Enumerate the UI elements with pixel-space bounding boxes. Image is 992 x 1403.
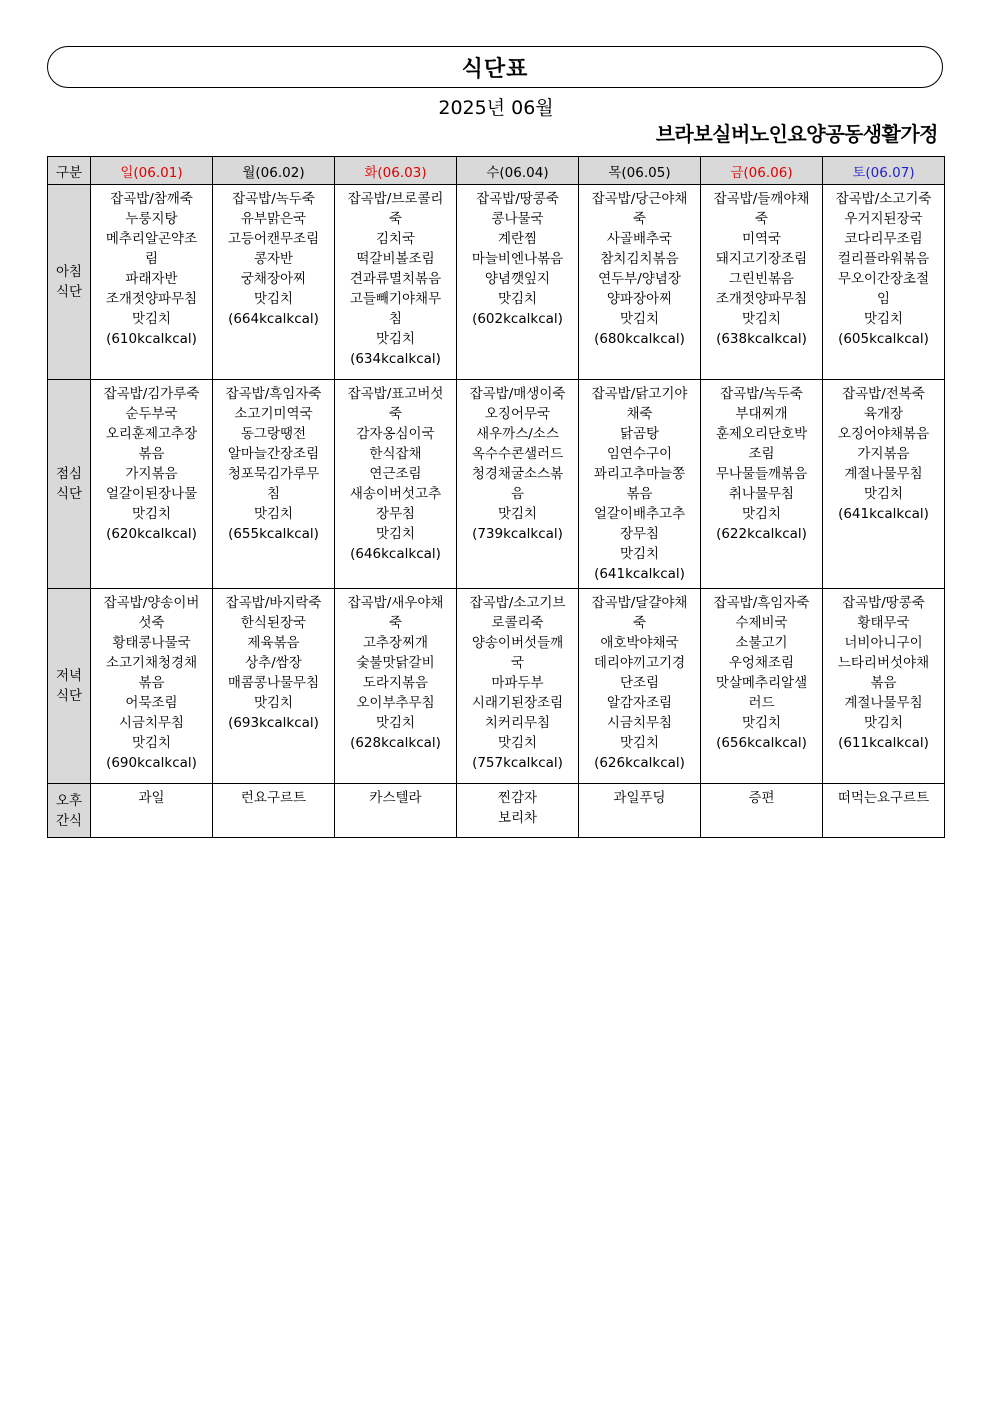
menu-item: 잡곡밥/참깨죽 bbox=[110, 191, 193, 207]
menu-item: 김치국 bbox=[375, 231, 416, 247]
menu-item: 계절나물무침 bbox=[844, 695, 923, 711]
menu-item: 그린빈볶음 bbox=[728, 271, 795, 287]
menu-item: 무오이간장초절 bbox=[837, 271, 930, 287]
menu-item: 계란찜 bbox=[497, 231, 538, 247]
menu-item: 채죽 bbox=[626, 406, 653, 422]
day-header: 일(06.01) bbox=[91, 157, 213, 185]
menu-item: 매콤콩나물무침 bbox=[227, 675, 320, 691]
menu-item: 잡곡밥/새우야채 bbox=[347, 595, 444, 611]
menu-item: 잡곡밥/소고기브 bbox=[469, 595, 566, 611]
menu-item: 잡곡밥/녹두죽 bbox=[720, 386, 803, 402]
title-banner bbox=[47, 46, 943, 88]
menu-item: 볶음 bbox=[138, 446, 165, 462]
menu-item: 청경채굴소스볶 bbox=[471, 466, 564, 482]
menu-item: 얼갈이배추고추 bbox=[593, 506, 686, 522]
menu-item: 과일푸딩 bbox=[613, 790, 666, 806]
menu-item: 죽 bbox=[388, 406, 403, 422]
menu-item: 소고기채청경채 bbox=[105, 655, 198, 671]
menu-item: 데리야끼고기경 bbox=[593, 655, 686, 671]
menu-item: 애호박야채국 bbox=[600, 635, 679, 651]
menu-item: 청포묵김가루무 bbox=[227, 466, 320, 482]
menu-item: (655kcalkcal) bbox=[228, 526, 319, 542]
menu-item: 잡곡밥/매생이죽 bbox=[469, 386, 566, 402]
menu-cell bbox=[457, 380, 579, 589]
menu-cell bbox=[701, 589, 823, 784]
menu-item: 맛김치 bbox=[863, 715, 904, 731]
menu-item: 고추장찌개 bbox=[362, 635, 429, 651]
menu-item: 사골배추국 bbox=[606, 231, 673, 247]
menu-cell bbox=[823, 784, 945, 838]
menu-item: (622kcalkcal) bbox=[716, 526, 807, 542]
menu-item: 잡곡밥/바지락죽 bbox=[225, 595, 322, 611]
menu-cell bbox=[457, 784, 579, 838]
menu-cell bbox=[823, 589, 945, 784]
menu-item: 침 bbox=[266, 486, 281, 502]
menu-item: 옥수수콘샐러드 bbox=[471, 446, 564, 462]
menu-item: 치커리무침 bbox=[484, 715, 551, 731]
menu-item: 알마늘간장조림 bbox=[227, 446, 320, 462]
menu-item: 메추리알곤약조 bbox=[105, 231, 198, 247]
menu-item: 오징어무국 bbox=[484, 406, 551, 422]
menu-cell bbox=[91, 784, 213, 838]
menu-item: (602kcalkcal) bbox=[472, 311, 563, 327]
menu-item: (690kcalkcal) bbox=[106, 755, 197, 771]
menu-item: 맛김치 bbox=[741, 311, 782, 327]
menu-item: 잡곡밥/전복죽 bbox=[842, 386, 925, 402]
menu-item: 잡곡밥/브로콜리 bbox=[347, 191, 444, 207]
menu-item: 제육볶음 bbox=[247, 635, 300, 651]
menu-item: 맛김치 bbox=[741, 715, 782, 731]
menu-item: 볶음 bbox=[626, 486, 653, 502]
menu-item: 오징어야채볶음 bbox=[837, 426, 930, 442]
menu-item: (664kcalkcal) bbox=[228, 311, 319, 327]
facility-name: 브라보실버노인요양공동생활가정 bbox=[655, 122, 938, 146]
menu-item: 잡곡밥/흑임자죽 bbox=[713, 595, 810, 611]
menu-item: 죽 bbox=[632, 211, 647, 227]
header-label: 구분 bbox=[48, 157, 91, 185]
menu-item: 떠먹는요구르트 bbox=[837, 790, 930, 806]
menu-item: 림 bbox=[144, 251, 159, 267]
meal-label bbox=[48, 784, 91, 838]
month-label: 2025년 06월 bbox=[438, 97, 554, 119]
meal-label-line: 아침 bbox=[55, 264, 83, 280]
menu-item: 장무침 bbox=[619, 526, 660, 542]
menu-item: 런요구르트 bbox=[240, 790, 307, 806]
menu-cell bbox=[823, 185, 945, 380]
menu-item: 연근조림 bbox=[369, 466, 422, 482]
menu-item: 도라지볶음 bbox=[362, 675, 429, 691]
menu-item: 오리훈제고추장 bbox=[105, 426, 198, 442]
menu-cell bbox=[91, 380, 213, 589]
menu-item: 잡곡밥/들깨야채 bbox=[713, 191, 810, 207]
menu-item: 맛김치 bbox=[497, 291, 538, 307]
menu-cell bbox=[457, 185, 579, 380]
menu-item: (646kcalkcal) bbox=[350, 546, 441, 562]
menu-item: 훈제오리단호박 bbox=[715, 426, 808, 442]
menu-item: 조림 bbox=[748, 446, 775, 462]
menu-item: 잡곡밥/양송이버 bbox=[103, 595, 200, 611]
menu-item: 견과류멸치볶음 bbox=[349, 271, 442, 287]
menu-cell bbox=[213, 185, 335, 380]
dinner-row bbox=[48, 589, 945, 784]
menu-item: 맛김치 bbox=[863, 311, 904, 327]
menu-item: 조개젓양파무침 bbox=[715, 291, 808, 307]
menu-item: 고들빼기야채무 bbox=[349, 291, 442, 307]
menu-item: 침 bbox=[388, 311, 403, 327]
day-header: 목(06.05) bbox=[579, 157, 701, 185]
day-header: 수(06.04) bbox=[457, 157, 579, 185]
menu-item: (620kcalkcal) bbox=[106, 526, 197, 542]
menu-item: 떡갈비볼조림 bbox=[356, 251, 435, 267]
menu-item: 잡곡밥/김가루죽 bbox=[103, 386, 200, 402]
breakfast-row bbox=[48, 185, 945, 380]
menu-item: (611kcalkcal) bbox=[838, 735, 929, 751]
menu-item: 부대찌개 bbox=[735, 406, 788, 422]
menu-item: 과일 bbox=[138, 790, 165, 806]
menu-item: 죽 bbox=[632, 615, 647, 631]
menu-item: 죽 bbox=[388, 211, 403, 227]
menu-item: (610kcalkcal) bbox=[106, 331, 197, 347]
menu-cell bbox=[335, 185, 457, 380]
menu-item: 잡곡밥/땅콩죽 bbox=[842, 595, 925, 611]
menu-item: 맛김치 bbox=[131, 735, 172, 751]
meal-label-line: 식단 bbox=[55, 284, 83, 300]
menu-cell bbox=[213, 784, 335, 838]
menu-item: 잡곡밥/달걀야채 bbox=[591, 595, 688, 611]
menu-item: 맛김치 bbox=[131, 506, 172, 522]
menu-item: 잡곡밥/녹두죽 bbox=[232, 191, 315, 207]
menu-item: 참치김치볶음 bbox=[600, 251, 679, 267]
menu-item: 카스텔라 bbox=[369, 790, 422, 806]
menu-item: 유부맑은국 bbox=[240, 211, 307, 227]
menu-item: 누룽지탕 bbox=[125, 211, 178, 227]
meal-label bbox=[48, 589, 91, 784]
menu-cell bbox=[91, 589, 213, 784]
menu-item: 마늘비엔나볶음 bbox=[471, 251, 564, 267]
menu-item: 양파장아찌 bbox=[606, 291, 673, 307]
menu-item: 소불고기 bbox=[735, 635, 788, 651]
menu-item: 새송이버섯고추 bbox=[349, 486, 442, 502]
menu-item: 연두부/양념장 bbox=[598, 271, 681, 287]
menu-item: 상추/쌈장 bbox=[245, 655, 302, 671]
menu-item: 맛김치 bbox=[131, 311, 172, 327]
meal-label-line: 간식 bbox=[55, 812, 83, 829]
menu-item: 잡곡밥/흑임자죽 bbox=[225, 386, 322, 402]
menu-item: 맛살메추리알샐 bbox=[715, 675, 808, 691]
menu-item: 잡곡밥/땅콩죽 bbox=[476, 191, 559, 207]
menu-item: 잡곡밥/표고버섯 bbox=[347, 386, 444, 402]
menu-item: (641kcalkcal) bbox=[594, 566, 685, 582]
meal-label bbox=[48, 185, 91, 380]
menu-item: 알감자조림 bbox=[606, 695, 673, 711]
menu-item: (656kcalkcal) bbox=[716, 735, 807, 751]
menu-item: 코다리무조림 bbox=[844, 231, 923, 247]
meal-label-line: 오후 bbox=[55, 792, 83, 809]
menu-item: 우엉채조림 bbox=[728, 655, 795, 671]
menu-item: 느타리버섯야채 bbox=[837, 655, 930, 671]
menu-item: 맛김치 bbox=[253, 506, 294, 522]
day-header: 화(06.03) bbox=[335, 157, 457, 185]
menu-cell bbox=[213, 589, 335, 784]
menu-item: 시래기된장조림 bbox=[471, 695, 564, 711]
menu-item: 맛김치 bbox=[863, 486, 904, 502]
menu-item: (634kcalkcal) bbox=[350, 351, 441, 367]
menu-item: 시금치무침 bbox=[606, 715, 673, 731]
menu-item: 맛김치 bbox=[741, 506, 782, 522]
menu-item: 오이부추무침 bbox=[356, 695, 435, 711]
day-header: 토(06.07) bbox=[823, 157, 945, 185]
menu-item: 임 bbox=[876, 291, 891, 307]
menu-item: 볶음 bbox=[138, 675, 165, 691]
menu-item: (605kcalkcal) bbox=[838, 331, 929, 347]
menu-item: 잡곡밥/당근야채 bbox=[591, 191, 688, 207]
menu-item: 맛김치 bbox=[375, 331, 416, 347]
menu-item: 잡곡밥/소고기죽 bbox=[835, 191, 932, 207]
menu-item: 궁채장아찌 bbox=[240, 271, 307, 287]
menu-item: 가지볶음 bbox=[857, 446, 910, 462]
meal-plan-table bbox=[47, 156, 945, 838]
menu-item: 미역국 bbox=[741, 231, 782, 247]
meal-label-line: 식단 bbox=[55, 486, 83, 502]
menu-item: 동그랑땡전 bbox=[240, 426, 307, 442]
menu-item: 양념깻잎지 bbox=[484, 271, 551, 287]
menu-item: 시금치무침 bbox=[118, 715, 185, 731]
menu-cell bbox=[335, 380, 457, 589]
menu-item: 볶음 bbox=[870, 675, 897, 691]
menu-item: 로콜리죽 bbox=[491, 615, 544, 631]
meal-label-line: 점심 bbox=[55, 466, 83, 482]
menu-item: 취나물무침 bbox=[728, 486, 795, 502]
menu-item: 한식된장국 bbox=[240, 615, 307, 631]
menu-item: 맛김치 bbox=[497, 506, 538, 522]
menu-item: 육개장 bbox=[863, 406, 904, 422]
menu-item: 섯죽 bbox=[138, 615, 165, 631]
menu-item: (628kcalkcal) bbox=[350, 735, 441, 751]
menu-item: 장무침 bbox=[375, 506, 416, 522]
menu-item: 죽 bbox=[754, 211, 769, 227]
menu-item: 소고기미역국 bbox=[234, 406, 313, 422]
menu-item: (757kcalkcal) bbox=[472, 755, 563, 771]
menu-item: 파래자반 bbox=[125, 271, 178, 287]
menu-item: 맛김치 bbox=[253, 291, 294, 307]
menu-item: 새우까스/소스 bbox=[476, 426, 559, 442]
menu-item: 맛김치 bbox=[497, 735, 538, 751]
menu-cell bbox=[701, 185, 823, 380]
menu-item: 우거지된장국 bbox=[844, 211, 923, 227]
menu-cell bbox=[335, 589, 457, 784]
menu-item: 보리차 bbox=[497, 810, 538, 826]
menu-item: 잡곡밥/닭고기야 bbox=[591, 386, 688, 402]
menu-item: (739kcalkcal) bbox=[472, 526, 563, 542]
meal-label-line: 저녁 bbox=[55, 668, 83, 684]
menu-item: 감자옹심이국 bbox=[356, 426, 435, 442]
menu-cell bbox=[701, 784, 823, 838]
menu-item: 숯불맛닭갈비 bbox=[356, 655, 435, 671]
menu-item: 꽈리고추마늘쫑 bbox=[593, 466, 686, 482]
menu-item: 맛김치 bbox=[375, 526, 416, 542]
menu-item: 어묵조림 bbox=[125, 695, 178, 711]
menu-item: 음 bbox=[510, 486, 525, 502]
menu-item: 가지볶음 bbox=[125, 466, 178, 482]
menu-cell bbox=[579, 589, 701, 784]
menu-item: (638kcalkcal) bbox=[716, 331, 807, 347]
page-title: 식단표 bbox=[461, 56, 529, 82]
day-header: 금(06.06) bbox=[701, 157, 823, 185]
menu-item: 얼갈이된장나물 bbox=[105, 486, 198, 502]
menu-item: 러드 bbox=[748, 695, 775, 711]
menu-item: 무나물들깨볶음 bbox=[715, 466, 808, 482]
menu-cell bbox=[701, 380, 823, 589]
header-row bbox=[48, 157, 945, 185]
menu-item: 컬리플라워볶음 bbox=[837, 251, 930, 267]
menu-item: (693kcalkcal) bbox=[228, 715, 319, 731]
menu-item: 맛김치 bbox=[253, 695, 294, 711]
menu-item: 맛김치 bbox=[619, 311, 660, 327]
menu-item: (641kcalkcal) bbox=[838, 506, 929, 522]
menu-item: 양송이버섯들깨 bbox=[471, 635, 564, 651]
menu-item: 콩나물국 bbox=[491, 211, 544, 227]
meal-label bbox=[48, 380, 91, 589]
menu-cell bbox=[823, 380, 945, 589]
menu-item: 맛김치 bbox=[619, 735, 660, 751]
snack-row bbox=[48, 784, 945, 838]
menu-item: 한식잡채 bbox=[369, 446, 422, 462]
day-header: 월(06.02) bbox=[213, 157, 335, 185]
menu-item: 맛김치 bbox=[375, 715, 416, 731]
menu-cell bbox=[579, 185, 701, 380]
menu-item: 닭곰탕 bbox=[619, 426, 660, 442]
menu-item: 너비아니구이 bbox=[844, 635, 923, 651]
menu-item: 계절나물무침 bbox=[844, 466, 923, 482]
menu-item: (680kcalkcal) bbox=[594, 331, 685, 347]
lunch-row bbox=[48, 380, 945, 589]
menu-item: 증편 bbox=[748, 790, 775, 806]
menu-item: 죽 bbox=[388, 615, 403, 631]
menu-item: 단조림 bbox=[619, 675, 660, 691]
menu-cell bbox=[579, 380, 701, 589]
menu-item: 돼지고기장조림 bbox=[715, 251, 808, 267]
menu-item: 수제비국 bbox=[735, 615, 788, 631]
menu-cell bbox=[91, 185, 213, 380]
menu-item: 황태무국 bbox=[857, 615, 910, 631]
meal-label-line: 식단 bbox=[55, 688, 83, 704]
menu-item: 고등어캔무조림 bbox=[227, 231, 320, 247]
menu-item: 조개젓양파무침 bbox=[105, 291, 198, 307]
menu-item: 임연수구이 bbox=[606, 446, 673, 462]
menu-item: 콩자반 bbox=[253, 251, 294, 267]
menu-cell bbox=[579, 784, 701, 838]
menu-item: 찐감자 bbox=[497, 790, 538, 806]
menu-cell bbox=[335, 784, 457, 838]
menu-item: (626kcalkcal) bbox=[594, 755, 685, 771]
menu-item: 마파두부 bbox=[491, 675, 544, 691]
menu-item: 황태콩나물국 bbox=[112, 635, 191, 651]
menu-item: 맛김치 bbox=[619, 546, 660, 562]
menu-item: 국 bbox=[510, 655, 525, 671]
menu-cell bbox=[213, 380, 335, 589]
menu-item: 순두부국 bbox=[125, 406, 178, 422]
menu-cell bbox=[457, 589, 579, 784]
